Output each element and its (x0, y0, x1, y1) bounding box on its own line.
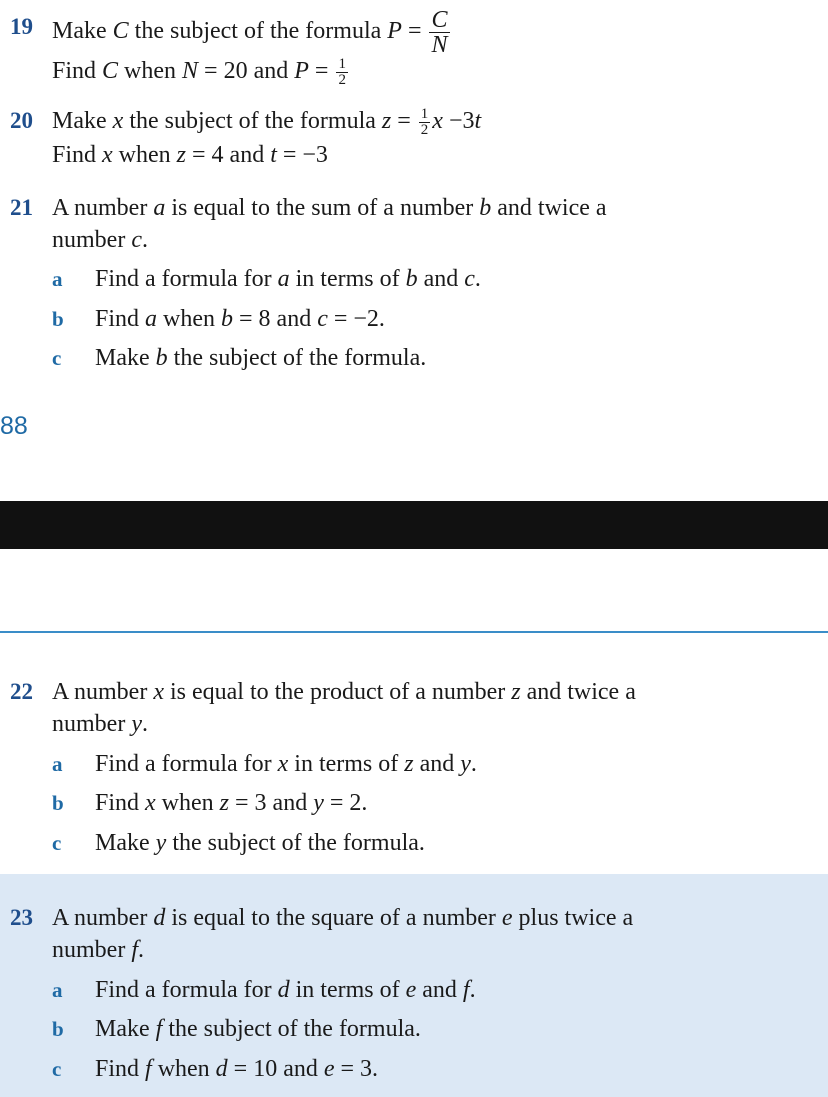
question-line-2: Find x when z = 4 and t = −3 (52, 142, 328, 168)
section-rule (0, 631, 828, 633)
fraction: $\frac{1}{2}$ (338, 55, 346, 88)
question-line-1: Make x the subject of the formula z = $\frac{1}{2}$ x −3t (52, 105, 482, 138)
part-letter: b (52, 307, 64, 331)
part-a: Find a formula for a in terms of b and c. (95, 266, 481, 292)
part-letter: c (52, 831, 62, 855)
part-b: Make f the subject of the formula. (95, 1016, 421, 1042)
part-letter: b (52, 791, 64, 815)
fraction: $\frac{1}{2}$ (420, 105, 429, 138)
fraction: $\frac{C}{N}$ (431, 7, 448, 58)
part-c: Make y the subject of the formula. (95, 830, 425, 856)
question-line-2: number f. (52, 937, 144, 963)
part-letter: c (52, 1057, 62, 1081)
part-letter: b (52, 1017, 64, 1041)
question-line-1: A number d is equal to the square of a number e plus twice a (52, 905, 634, 931)
question-number: 23 (10, 905, 33, 930)
part-c: Make b the subject of the formula. (95, 345, 427, 371)
part-letter: a (52, 267, 63, 291)
question-number: 20 (10, 108, 33, 133)
part-a: Find a formula for d in terms of e and f. (95, 977, 476, 1003)
question-number: 21 (10, 195, 33, 220)
question-line-1: A number a is equal to the sum of a number b and twice a (52, 195, 607, 221)
part-b: Find a when b = 8 and c = −2. (95, 306, 385, 332)
part-b: Find x when z = 3 and y = 2. (95, 790, 368, 816)
question-line-2: Find C when N = 20 and P = $\frac{1}{2}$ (52, 55, 346, 88)
part-c: Find f when d = 10 and e = 3. (95, 1056, 379, 1082)
question-number: 22 (10, 679, 33, 704)
part-a: Find a formula for x in terms of z and y. (95, 751, 477, 777)
question-line-1: Make C the subject of the formula P = $\frac{C}{N}$ (52, 7, 448, 58)
part-letter: c (52, 346, 62, 370)
question-number: 19 (10, 14, 33, 39)
page-divider-bar (0, 501, 828, 549)
part-letter: a (52, 752, 63, 776)
question-line-2: number c. (52, 227, 148, 253)
page-number: 88 (0, 412, 28, 440)
question-line-1: A number x is equal to the product of a number z and twice a (52, 679, 636, 705)
part-letter: a (52, 978, 63, 1002)
question-line-2: number y. (52, 711, 148, 737)
